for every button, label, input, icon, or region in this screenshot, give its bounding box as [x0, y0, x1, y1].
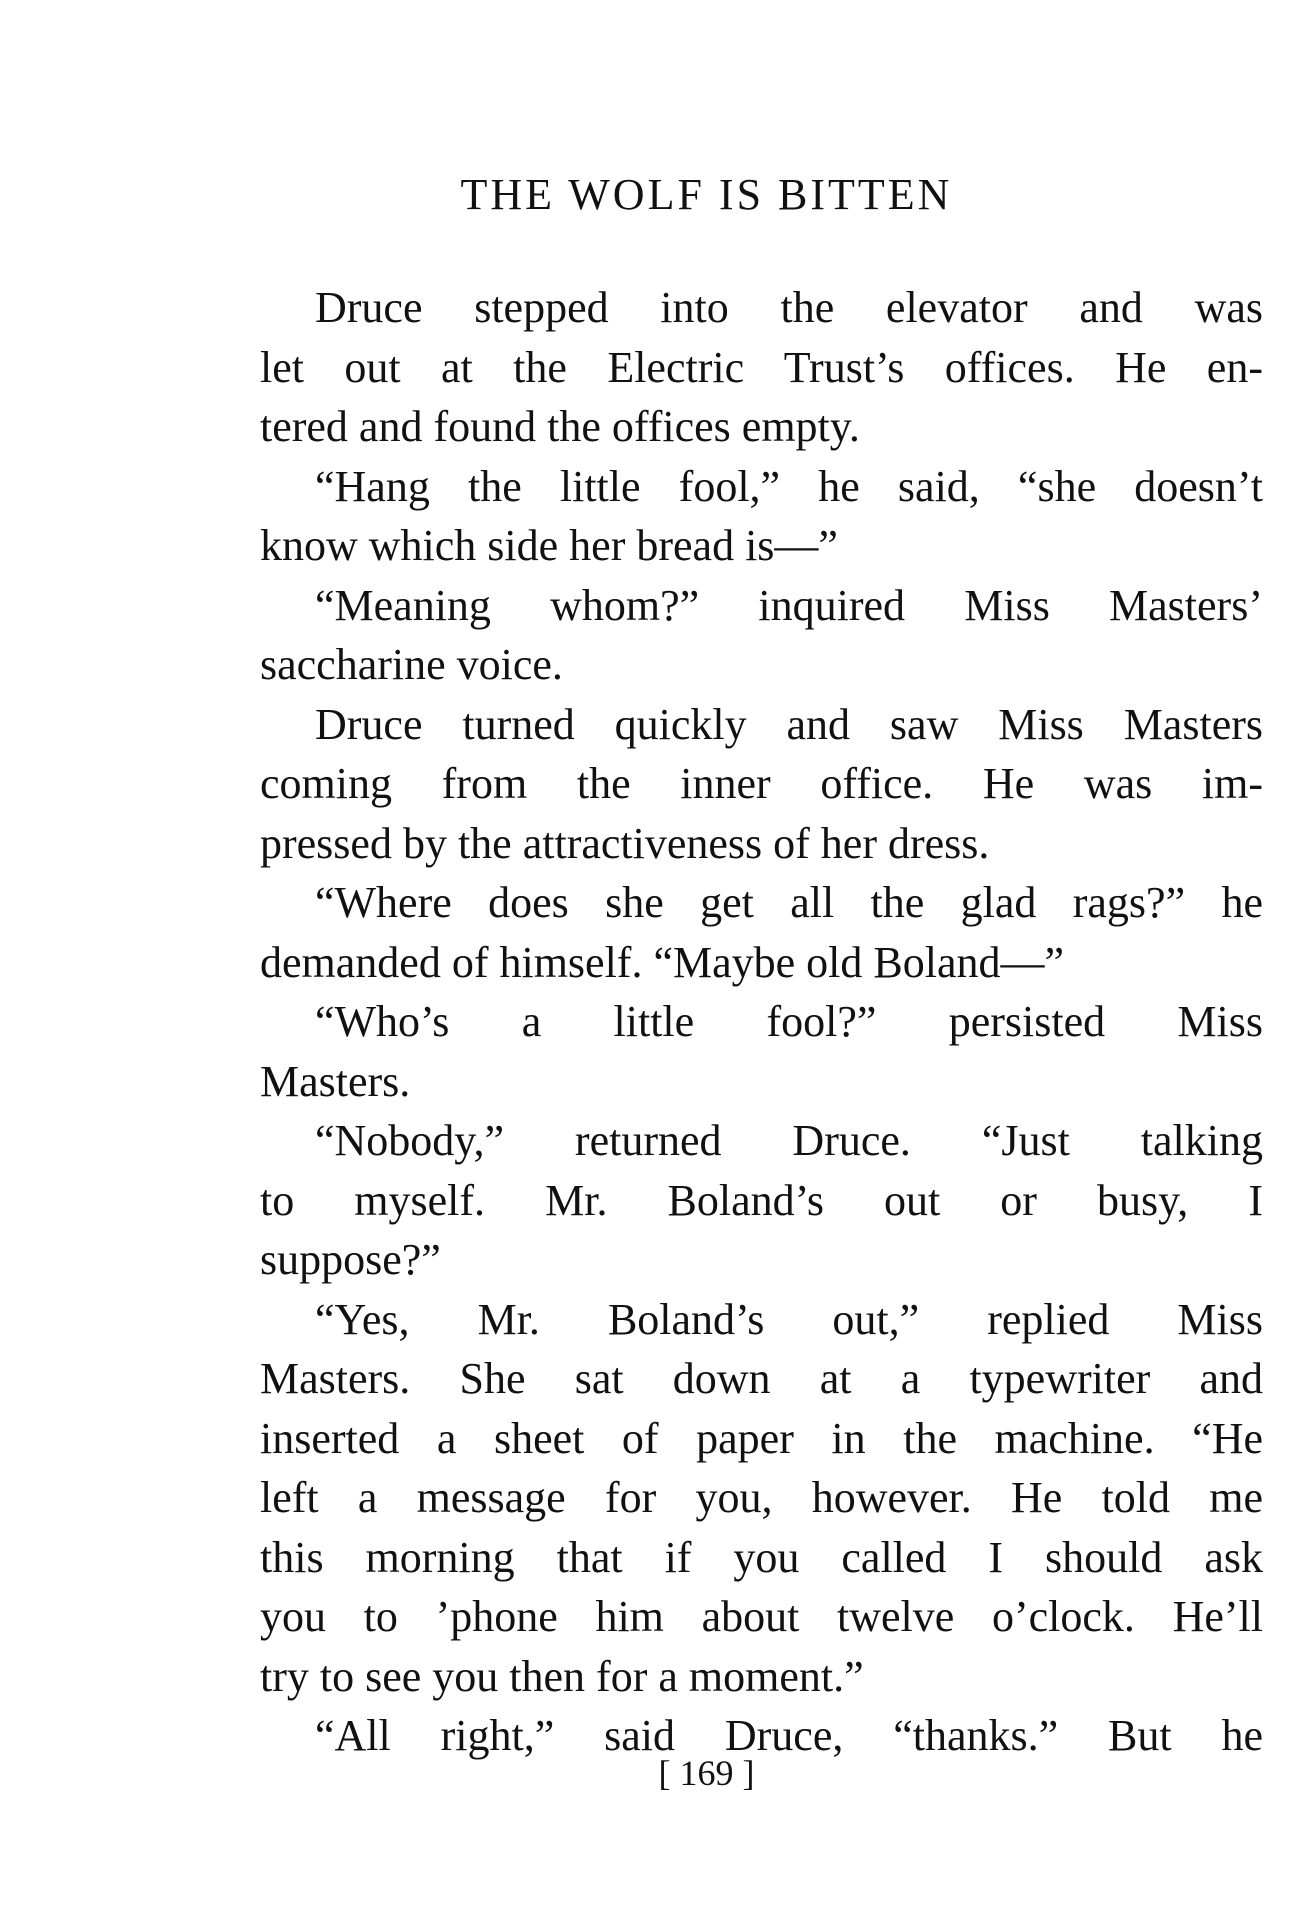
- text-line: pressed by the attractiveness of her dress.: [260, 818, 990, 868]
- text-line: Masters.: [260, 1056, 411, 1106]
- text-line: let out at the Electric Trust’s offices. He en-: [260, 342, 1263, 392]
- text-line: you to ’phone him about twelve o’clock. He’ll: [260, 1592, 1263, 1641]
- paragraph: [260, 1290, 1263, 1707]
- text-line: demanded of himself. “Maybe old Boland—”: [260, 937, 1065, 987]
- text-line: suppose?”: [260, 1235, 441, 1284]
- text-line: “Yes, Mr. Boland’s out,” replied Miss: [315, 1294, 1263, 1344]
- paragraph: [260, 992, 1263, 1111]
- paragraph: [260, 278, 1263, 457]
- text-line: saccharine voice.: [260, 640, 563, 689]
- paragraph: [260, 873, 1263, 992]
- paragraph: [260, 576, 1263, 695]
- page-number: [ 169 ]: [658, 1753, 755, 1793]
- text-line: “Meaning whom?” inquired Miss Masters’: [315, 580, 1263, 630]
- text-line: Masters. She sat down at a typewriter and: [260, 1354, 1263, 1403]
- text-line: inserted a sheet of paper in the machine. “He: [260, 1413, 1263, 1463]
- text-line: know which side her bread is—”: [260, 521, 838, 570]
- text-line: try to see you then for a moment.”: [260, 1651, 864, 1701]
- text-line: “Nobody,” returned Druce. “Just talking: [315, 1116, 1263, 1165]
- paragraph: [260, 695, 1263, 874]
- text-line: coming from the inner office. He was im-: [260, 759, 1263, 808]
- text-line: tered and found the offices empty.: [260, 402, 860, 451]
- text-line: “Where does she get all the glad rags?” he: [315, 878, 1263, 927]
- text-line: Druce stepped into the elevator and was: [315, 283, 1263, 332]
- paragraph: [260, 1111, 1263, 1290]
- text-line: left a message for you, however. He told me: [260, 1473, 1263, 1522]
- text-line: to myself. Mr. Boland’s out or busy, I: [260, 1175, 1263, 1225]
- text-line: this morning that if you called I should ask: [260, 1532, 1263, 1582]
- text-line: “Hang the little fool,” he said, “she doesn’t: [315, 461, 1263, 511]
- paragraph: [260, 457, 1263, 576]
- text-line: Druce turned quickly and saw Miss Masters: [315, 699, 1263, 749]
- text-line: “All right,” said Druce, “thanks.” But he: [315, 1711, 1263, 1760]
- body-text: [260, 278, 1263, 1766]
- running-head: THE WOLF IS BITTEN: [460, 170, 953, 219]
- text-line: “Who’s a little fool?” persisted Miss: [315, 997, 1263, 1046]
